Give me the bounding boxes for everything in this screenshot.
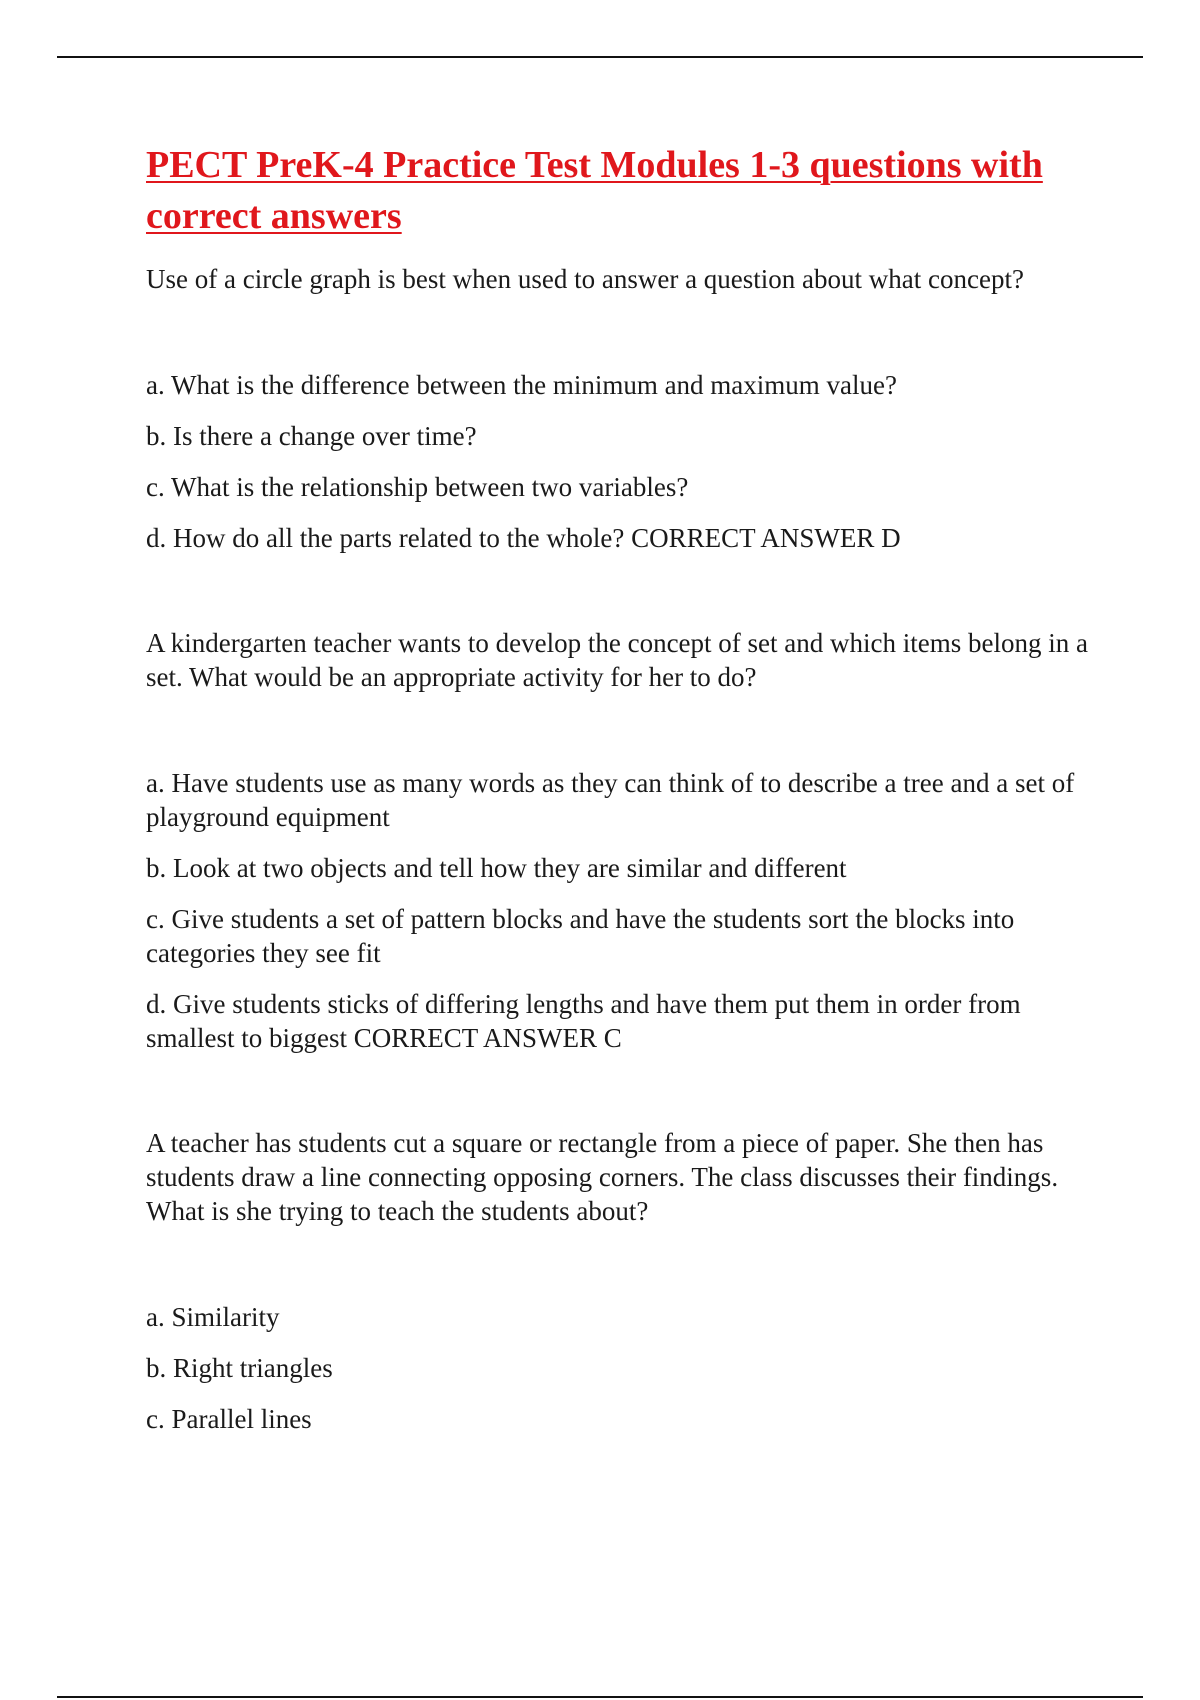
- question-2: [146, 626, 1096, 1055]
- page-bottom-rule: [57, 1696, 1143, 1698]
- question-prompt: A teacher has students cut a square or rectangle from a piece of paper. She then has students draw a line connecting opposing corners. The class discusses their findings. What is she trying to teach the students about?: [146, 1128, 1059, 1226]
- question-1: [146, 262, 1096, 555]
- page-top-rule: [57, 56, 1143, 58]
- answer-option: b. Right triangles: [146, 1353, 333, 1383]
- answer-option: a. Similarity: [146, 1302, 280, 1332]
- answer-option: b. Is there a change over time?: [146, 421, 477, 451]
- answer-options: [146, 766, 1096, 1055]
- answer-option: c. Give students a set of pattern blocks and have the students sort the blocks into categories they see fit: [146, 904, 1015, 968]
- answer-options: [146, 368, 1096, 555]
- answer-option: c. What is the relationship between two variables?: [146, 472, 689, 502]
- answer-option: d. How do all the parts related to the whole? CORRECT ANSWER D: [146, 523, 901, 553]
- answer-option: a. What is the difference between the minimum and maximum value?: [146, 370, 898, 400]
- question-3: [146, 1126, 1096, 1436]
- answer-option: d. Give students sticks of differing lengths and have them put them in order from smallest to biggest CORRECT ANSWER C: [146, 989, 1021, 1053]
- answer-options: [146, 1300, 1096, 1436]
- document-title: PECT PreK-4 Practice Test Modules 1-3 questions with correct answers: [146, 144, 1043, 237]
- answer-option: b. Look at two objects and tell how they are similar and different: [146, 853, 847, 883]
- answer-option: c. Parallel lines: [146, 1404, 312, 1434]
- answer-option: a. Have students use as many words as they can think of to describe a tree and a set of playground equipment: [146, 768, 1075, 832]
- question-prompt: A kindergarten teacher wants to develop the concept of set and which items belong in a set. What would be an appropriate activity for her to do?: [146, 628, 1088, 692]
- document-body: [146, 140, 1096, 1507]
- question-prompt: Use of a circle graph is best when used to answer a question about what concept?: [146, 264, 1024, 294]
